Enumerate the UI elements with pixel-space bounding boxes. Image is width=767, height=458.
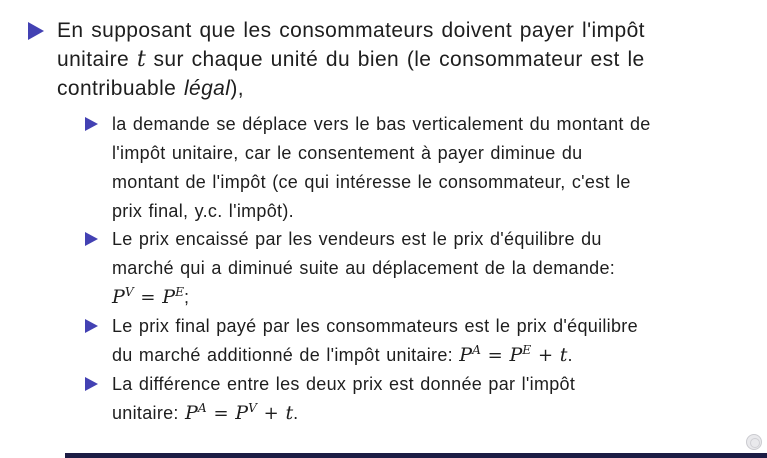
bullet-line: unitaire t sur chaque unité du bien (le consommateur est le	[57, 46, 645, 72]
bullet-line-math: unitaire: $P^A = P^V + t$.	[112, 401, 299, 424]
bullet-line: l'impôt unitaire, car le consentement à payer diminue du	[112, 143, 583, 163]
triangle-bullet-icon	[85, 117, 98, 131]
bullet-line: la demande se déplace vers le bas verticalement du montant de	[112, 114, 651, 134]
bullet-line: marché qui a diminué suite au déplacement de la demande:	[112, 258, 616, 278]
bullet-line: montant de l'impôt (ce qui intéresse le consommateur, c'est le	[112, 172, 631, 192]
bullet-line-math: du marché additionné de l'impôt unitaire: $P^A = P^E + t$.	[112, 343, 573, 366]
university-seal-logo	[746, 434, 762, 450]
bullet-line: Le prix final payé par les consommateurs est le prix d'équilibre	[112, 316, 638, 336]
triangle-bullet-icon	[85, 319, 98, 333]
bullet-line: La différence entre les deux prix est donnée par l'impôt	[112, 374, 576, 394]
triangle-bullet-icon	[28, 22, 44, 40]
bullet-item	[57, 16, 757, 103]
bullet-item	[112, 370, 762, 428]
bullet-line: prix final, y.c. l'impôt).	[112, 201, 294, 221]
footer-bar	[65, 453, 767, 458]
bullet-item	[112, 110, 762, 226]
bullet-line-math: $P^V = P^E$;	[112, 285, 190, 308]
bullet-line: Le prix encaissé par les vendeurs est le prix d'équilibre du	[112, 229, 602, 249]
triangle-bullet-icon	[85, 377, 98, 391]
bullet-item	[112, 225, 762, 312]
bullet-line: contribuable légal),	[57, 77, 244, 100]
bullet-item	[112, 312, 762, 370]
triangle-bullet-icon	[85, 232, 98, 246]
bullet-line: En supposant que les consommateurs doivent payer l'impôt	[57, 19, 645, 42]
